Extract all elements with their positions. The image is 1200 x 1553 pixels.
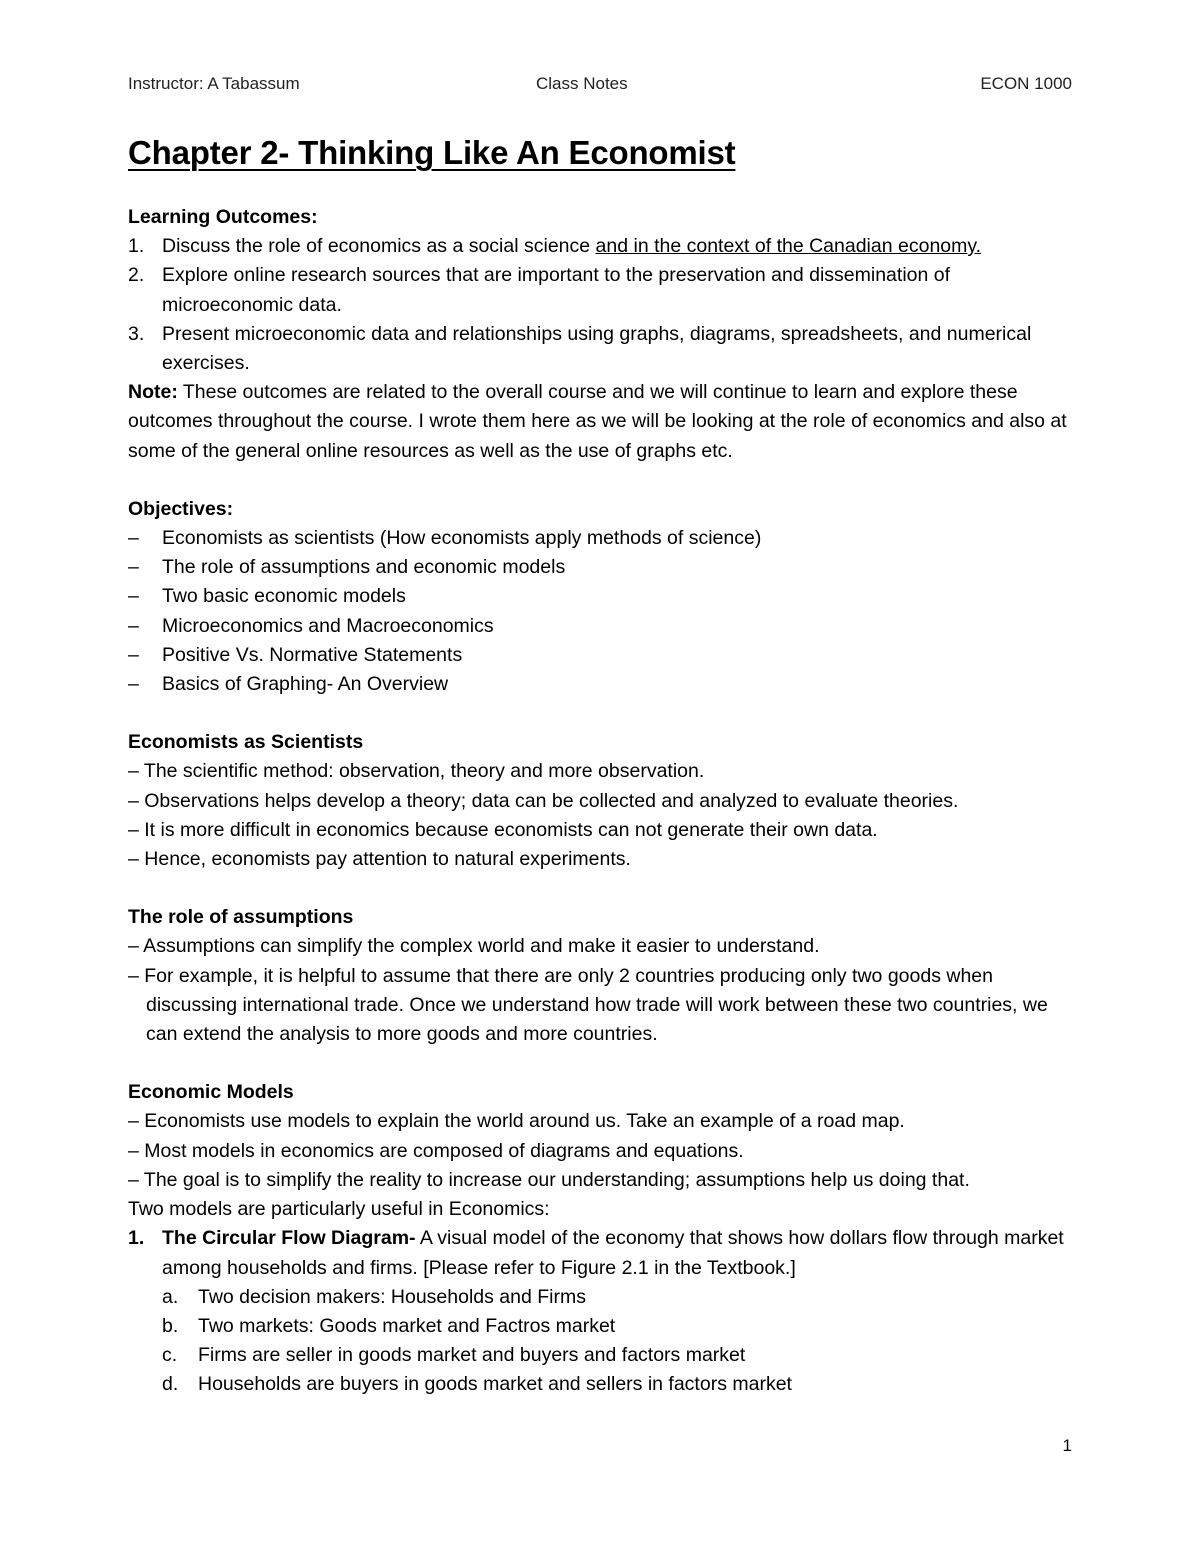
objective-item: – The role of assumptions and economic models bbox=[128, 553, 1072, 582]
model-description: The Circular Flow Diagram- A visual model of the economy that shows how dollars flow through market among households and firms. [Please refer to Figure 2.1 in the Textbook.] bbox=[162, 1227, 1064, 1279]
outcome-item bbox=[128, 261, 1072, 319]
outcome-text: Present microeconomic data and relationships using graphs, diagrams, spreadsheets, and numerical exercises. bbox=[162, 322, 1032, 375]
outcome-number: 2. bbox=[128, 264, 145, 287]
list-item: – Observations helps develop a theory; data can be collected and analyzed to evaluate theories. bbox=[128, 789, 959, 812]
dash-bullet: – bbox=[128, 673, 139, 696]
objectives-heading: Objectives: bbox=[128, 497, 234, 520]
list-item: – Economists use models to explain the world around us. Take an example of a road map. bbox=[128, 1110, 905, 1133]
sub-item: b. Two markets: Goods market and Factros market bbox=[162, 1314, 616, 1337]
outcome-underlined-text: and in the context of the Canadian economy. bbox=[595, 235, 982, 258]
outcome-item bbox=[128, 232, 1072, 261]
page-number: 1 bbox=[1062, 1436, 1072, 1455]
economists-as-scientists-heading: Economists as Scientists bbox=[128, 731, 364, 754]
dash-bullet: – bbox=[128, 643, 139, 666]
objective-item: – Positive Vs. Normative Statements bbox=[128, 641, 1072, 670]
list-item: – Hence, economists pay attention to natural experiments. bbox=[128, 848, 631, 871]
chapter-title: Chapter 2- Thinking Like An Economist bbox=[128, 134, 736, 171]
outcome-number: 3. bbox=[128, 322, 145, 345]
objective-item: – Microeconomics and Macroeconomics bbox=[128, 612, 1072, 641]
dash-bullet: – bbox=[128, 614, 139, 637]
objective-item: – Basics of Graphing- An Overview bbox=[128, 670, 1072, 699]
list-item: – Most models in economics are composed of diagrams and equations. bbox=[128, 1139, 744, 1162]
outcome-text: Explore online research sources that are important to the preservation and dissemination of microeconomic data. bbox=[162, 264, 951, 316]
outcome-number: 1. bbox=[128, 235, 145, 258]
note-text: These outcomes are related to the overall course and we will continue to learn and explore these outcomes throughout the course. I wrote them here as we will be looking at the role of economics and also at some of the general online resources as well as the use of graphs etc. bbox=[128, 381, 1067, 462]
sub-item: c. Firms are seller in goods market and buyers and factors market bbox=[162, 1344, 746, 1367]
model-number: 1. bbox=[128, 1227, 145, 1250]
list-item: – It is more difficult in economics because economists can not generate their own data. bbox=[128, 818, 878, 841]
header-class-notes: Class Notes bbox=[536, 74, 628, 93]
model-item bbox=[128, 1224, 1072, 1282]
dash-bullet: – bbox=[128, 556, 139, 579]
model-title: The Circular Flow Diagram- bbox=[162, 1227, 416, 1250]
note-label: Note: bbox=[128, 381, 178, 404]
role-of-assumptions-heading: The role of assumptions bbox=[128, 906, 354, 929]
outcome-text: Discuss the role of economics as a social science and in the context of the Canadian economy. bbox=[162, 235, 982, 258]
objective-item: – Two basic economic models bbox=[128, 582, 1072, 611]
list-item: – Assumptions can simplify the complex world and make it easier to understand. bbox=[128, 935, 820, 958]
learning-outcomes-heading: Learning Outcomes: bbox=[128, 206, 318, 228]
outcome-item bbox=[128, 320, 1072, 378]
dash-bullet: – bbox=[128, 585, 139, 608]
list-item: – For example, it is helpful to assume that there are only 2 countries producing only two goods when discussing international trade. Once we understand how trade will work between these two countries, we can extend the analysis to more goods and more countries. bbox=[128, 964, 1048, 1046]
models-intro: Two models are particularly useful in Economics: bbox=[128, 1198, 550, 1221]
list-item: – The goal is to simplify the reality to increase our understanding; assumptions help us doing that. bbox=[128, 1168, 970, 1191]
economic-models-heading: Economic Models bbox=[128, 1081, 294, 1104]
dash-bullet: – bbox=[128, 527, 139, 550]
outcomes-note bbox=[128, 378, 1072, 466]
sub-item: a. Two decision makers: Households and Firms bbox=[162, 1285, 586, 1308]
list-item: – The scientific method: observation, theory and more observation. bbox=[128, 760, 705, 783]
document-body bbox=[128, 128, 1072, 1400]
objective-item: – Economists as scientists (How economists apply methods of science) bbox=[128, 524, 1072, 553]
header-course-code: ECON 1000 bbox=[980, 74, 1072, 93]
header-instructor: Instructor: A Tabassum bbox=[128, 74, 300, 93]
sub-item: d. Households are buyers in goods market and sellers in factors market bbox=[162, 1373, 792, 1396]
